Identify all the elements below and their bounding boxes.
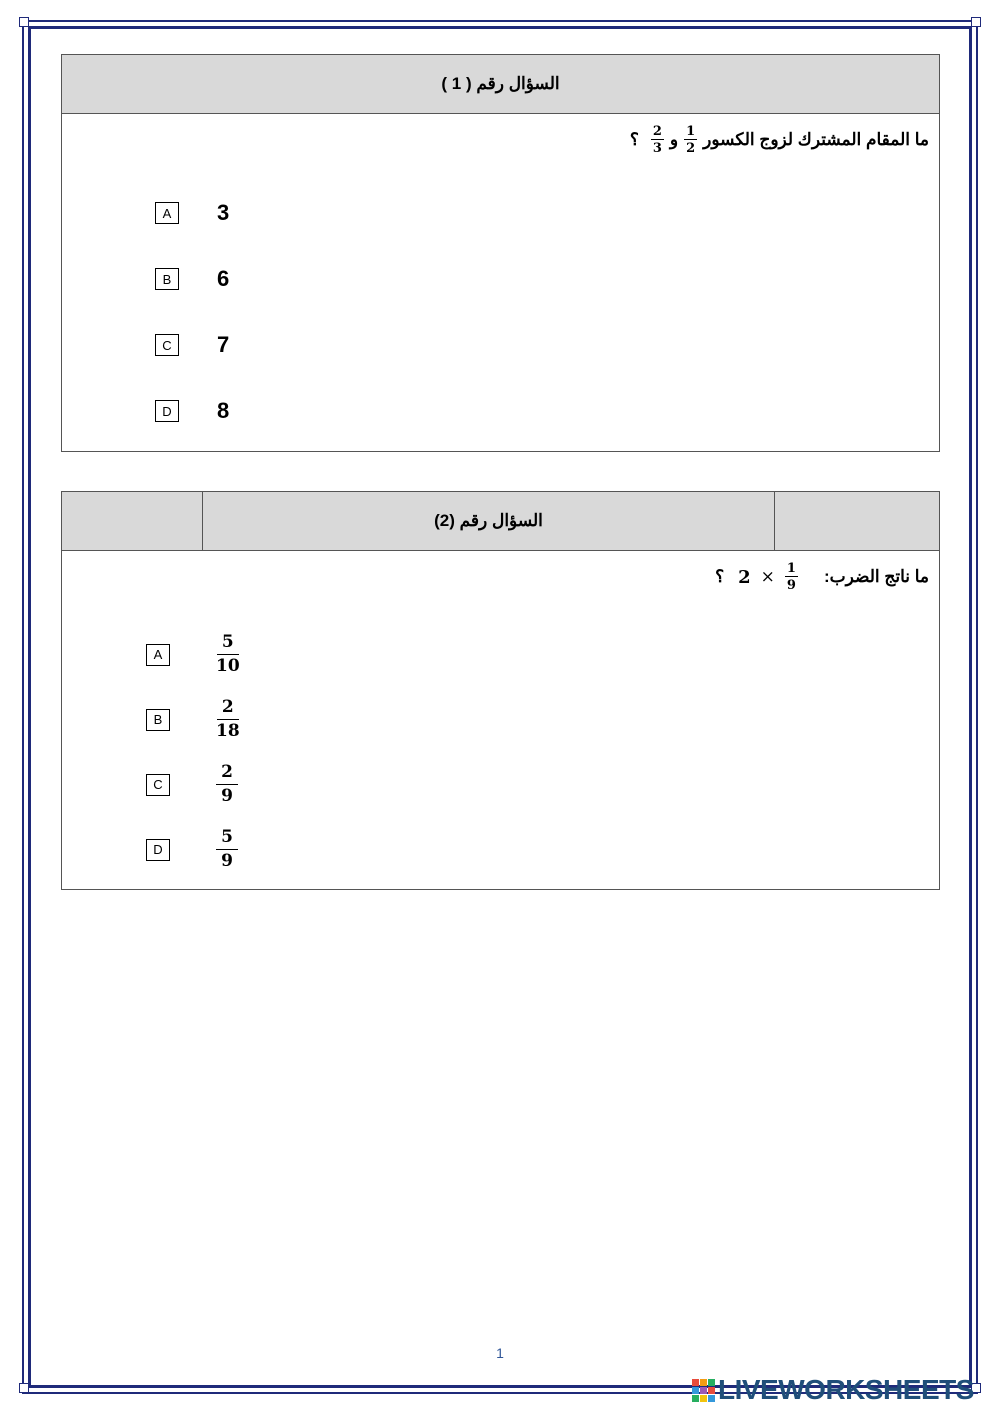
option-letter-box[interactable]: B: [155, 268, 179, 290]
option-b[interactable]: [146, 699, 240, 741]
option-a[interactable]: [155, 200, 229, 226]
option-fraction: $\frac{5}{9}$: [216, 829, 238, 871]
question-1-title: السؤال رقم ( 1 ): [441, 74, 560, 93]
option-fraction: $\frac{2}{18}$: [216, 697, 240, 741]
option-letter-box[interactable]: D: [155, 400, 179, 422]
header-cell-right: [774, 492, 939, 550]
whole-number: 2: [738, 566, 751, 588]
option-letter-box[interactable]: A: [155, 202, 179, 224]
option-letter-box[interactable]: C: [155, 334, 179, 356]
option-fraction: $\frac{2}{9}$: [216, 764, 238, 806]
logo-text: LIVEWORKSHEETS: [718, 1374, 974, 1405]
option-c[interactable]: [155, 332, 229, 358]
option-b[interactable]: [155, 266, 229, 292]
question-1-header: [62, 55, 939, 114]
question-mark: ؟: [629, 130, 639, 149]
option-value: 6: [217, 266, 230, 291]
option-letter-box[interactable]: A: [146, 644, 170, 666]
fraction-one-ninth: $\frac{1}{9}$: [786, 561, 796, 593]
option-a[interactable]: [146, 634, 240, 676]
question-1-prompt: ما المقام المشترك لزوج الكسور: [703, 130, 929, 149]
question-2-title: السؤال رقم (2): [434, 511, 543, 530]
option-value: 8: [217, 398, 230, 423]
option-value: 3: [217, 200, 230, 225]
header-cell-title: [202, 492, 774, 550]
logo-grid-icon: [692, 1379, 715, 1402]
option-letter-box[interactable]: B: [146, 709, 170, 731]
fraction-two-thirds: $\frac{2}{3}$: [652, 124, 662, 156]
question-2-text: [715, 562, 929, 592]
option-letter-box[interactable]: D: [146, 839, 170, 861]
option-value: 7: [217, 332, 230, 357]
option-d[interactable]: [146, 829, 238, 871]
option-c[interactable]: [146, 764, 238, 806]
page-number: 1: [496, 1345, 504, 1361]
conjunction: و: [669, 130, 679, 149]
question-2-box: [61, 491, 940, 890]
question-2-header: [62, 492, 939, 551]
fraction-one-half: $\frac{1}{2}$: [686, 124, 696, 156]
multiply-sign: ×: [760, 567, 775, 587]
option-fraction: $\frac{5}{10}$: [216, 632, 240, 676]
option-letter-box[interactable]: C: [146, 774, 170, 796]
corner-ornament: [971, 17, 981, 27]
corner-ornament: [19, 1383, 29, 1393]
question-1-text: [630, 125, 929, 155]
liveworksheets-logo: [692, 1374, 974, 1406]
option-d[interactable]: [155, 398, 229, 424]
corner-ornament: [19, 17, 29, 27]
question-mark: ؟: [715, 567, 725, 586]
question-1-box: [61, 54, 940, 452]
header-cell-left: [62, 492, 202, 550]
question-2-prompt: ما ناتج الضرب:: [823, 567, 929, 586]
